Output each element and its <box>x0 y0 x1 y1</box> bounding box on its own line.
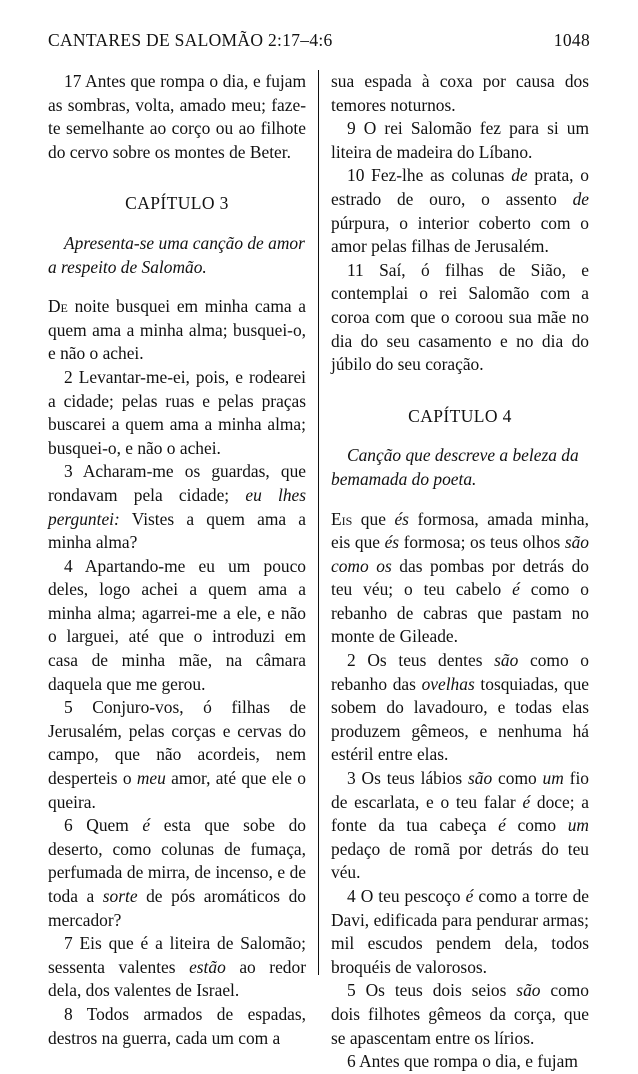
verse-4-1: Eis que és formosa, amada minha, eis que és formosa; os teus olhos são como os das pombas por detrás do teu véu; o teu cabelo é como o rebanho de cabras que pastam no monte de Gileade. <box>331 508 590 647</box>
chapter-heading-4: CAPÍTULO 4 <box>408 405 512 426</box>
verse-3-1: De noite busquei em minha cama a quem ama a minha alma; busquei-o, e não o achei. <box>48 296 306 364</box>
drop-word: De <box>48 296 68 317</box>
verse-4-3: 3 Os teus lábios são como um fio de escarlata, e o teu falar é doce; a fonte da tua cabeça é como um pedaço de romã por detrás do teu véu. <box>331 768 589 883</box>
verse-4-2: 2 Os teus dentes são como o rebanho das ovelhas tosquiadas, que sobem do lavadouro, e todas elas produzem gêmeos, e nenhuma há estéril entre elas. <box>331 650 590 765</box>
text-columns <box>48 70 590 1072</box>
verse-2-17: 17 Antes que rompa o dia, e fujam as sombras, volta, amado meu; faze-te semelhante ao corço ou ao filhote do cervo sobre os montes de Beter. <box>48 71 306 162</box>
verse-3-5: 5 Conjuro-vos, ó filhas de Jerusalém, pelas corças e cervas do campo, que não acordeis, nem desperteis o meu amor, até que ele o queira. <box>48 697 306 812</box>
verse-3-6: 6 Quem é esta que sobe do deserto, como colunas de fumaça, perfumada de mirra, de incenso, e de toda a sorte de pós aromáticos do mercador? <box>48 815 307 930</box>
page-header <box>48 30 590 60</box>
verse-3-10: 10 Fez-lhe as colunas de prata, o estrado de ouro, o assento de púrpura, o interior coberto com o amor pelas filhas de Jerusalém. <box>331 165 589 257</box>
verse-3-8-cont: sua espada à coxa por causa dos temores noturnos. <box>331 71 589 115</box>
verse-4-4: 4 O teu pescoço é como a torre de Davi, edificada para pendurar armas; mil escudos pendem dela, todos broquéis de valorosos. <box>331 886 589 977</box>
verse-3-11: 11 Saí, ó filhas de Sião, e contemplai o rei Salomão com a coroa com que o coroou sua mãe no dia do seu casamento e no dia do júbilo do seu coração. <box>331 259 589 375</box>
verse-3-4: 4 Apartando-me eu um pouco deles, logo achei a quem ama a minha alma; agarrei-me a ele, e não o larguei, até que o introduzi em casa de minha mãe, na câmara daquela que me gerou. <box>48 555 306 694</box>
chapter-heading-3: CAPÍTULO 3 <box>125 193 229 214</box>
verse-4-6: 6 Antes que rompa o dia, e fujam <box>347 1051 578 1072</box>
verse-4-5: 5 Os teus dois seios são como dois filhotes gêmeos da corça, que se apascentam entre os lírios. <box>331 980 590 1048</box>
running-title: CANTARES DE SALOMÃO 2:17–4:6 <box>48 30 333 50</box>
verse-3-9: 9 O rei Salomão fez para si um liteira de madeira do Líbano. <box>331 118 589 162</box>
drop-word: Eis <box>331 508 353 529</box>
verse-3-3: 3 Acharam-me os guardas, que rondavam pela cidade; eu lhes perguntei: Vistes a quem ama a minha alma? <box>48 461 306 553</box>
verse-3-8: 8 Todos armados de espadas, destros na guerra, cada um com a <box>48 1003 306 1048</box>
page-number: 1048 <box>553 30 590 50</box>
right-column <box>331 70 590 1072</box>
chapter-summary-4: Canção que descreve a beleza da bemamada do poeta. <box>331 445 579 489</box>
chapter-summary-3: Apresenta-se uma canção de amor a respeito de Salomão. <box>48 232 305 277</box>
verse-3-7: 7 Eis que é a liteira de Salomão; sessenta valentes estão ao redor dela, dos valentes de Israel. <box>48 933 306 1001</box>
column-divider <box>318 70 319 975</box>
left-column <box>48 70 307 1048</box>
verse-3-2: 2 Levantar-me-ei, pois, e rodearei a cidade; pelas ruas e pelas praças buscarei a quem ama a minha alma; busquei-o, e não o achei. <box>48 366 306 458</box>
